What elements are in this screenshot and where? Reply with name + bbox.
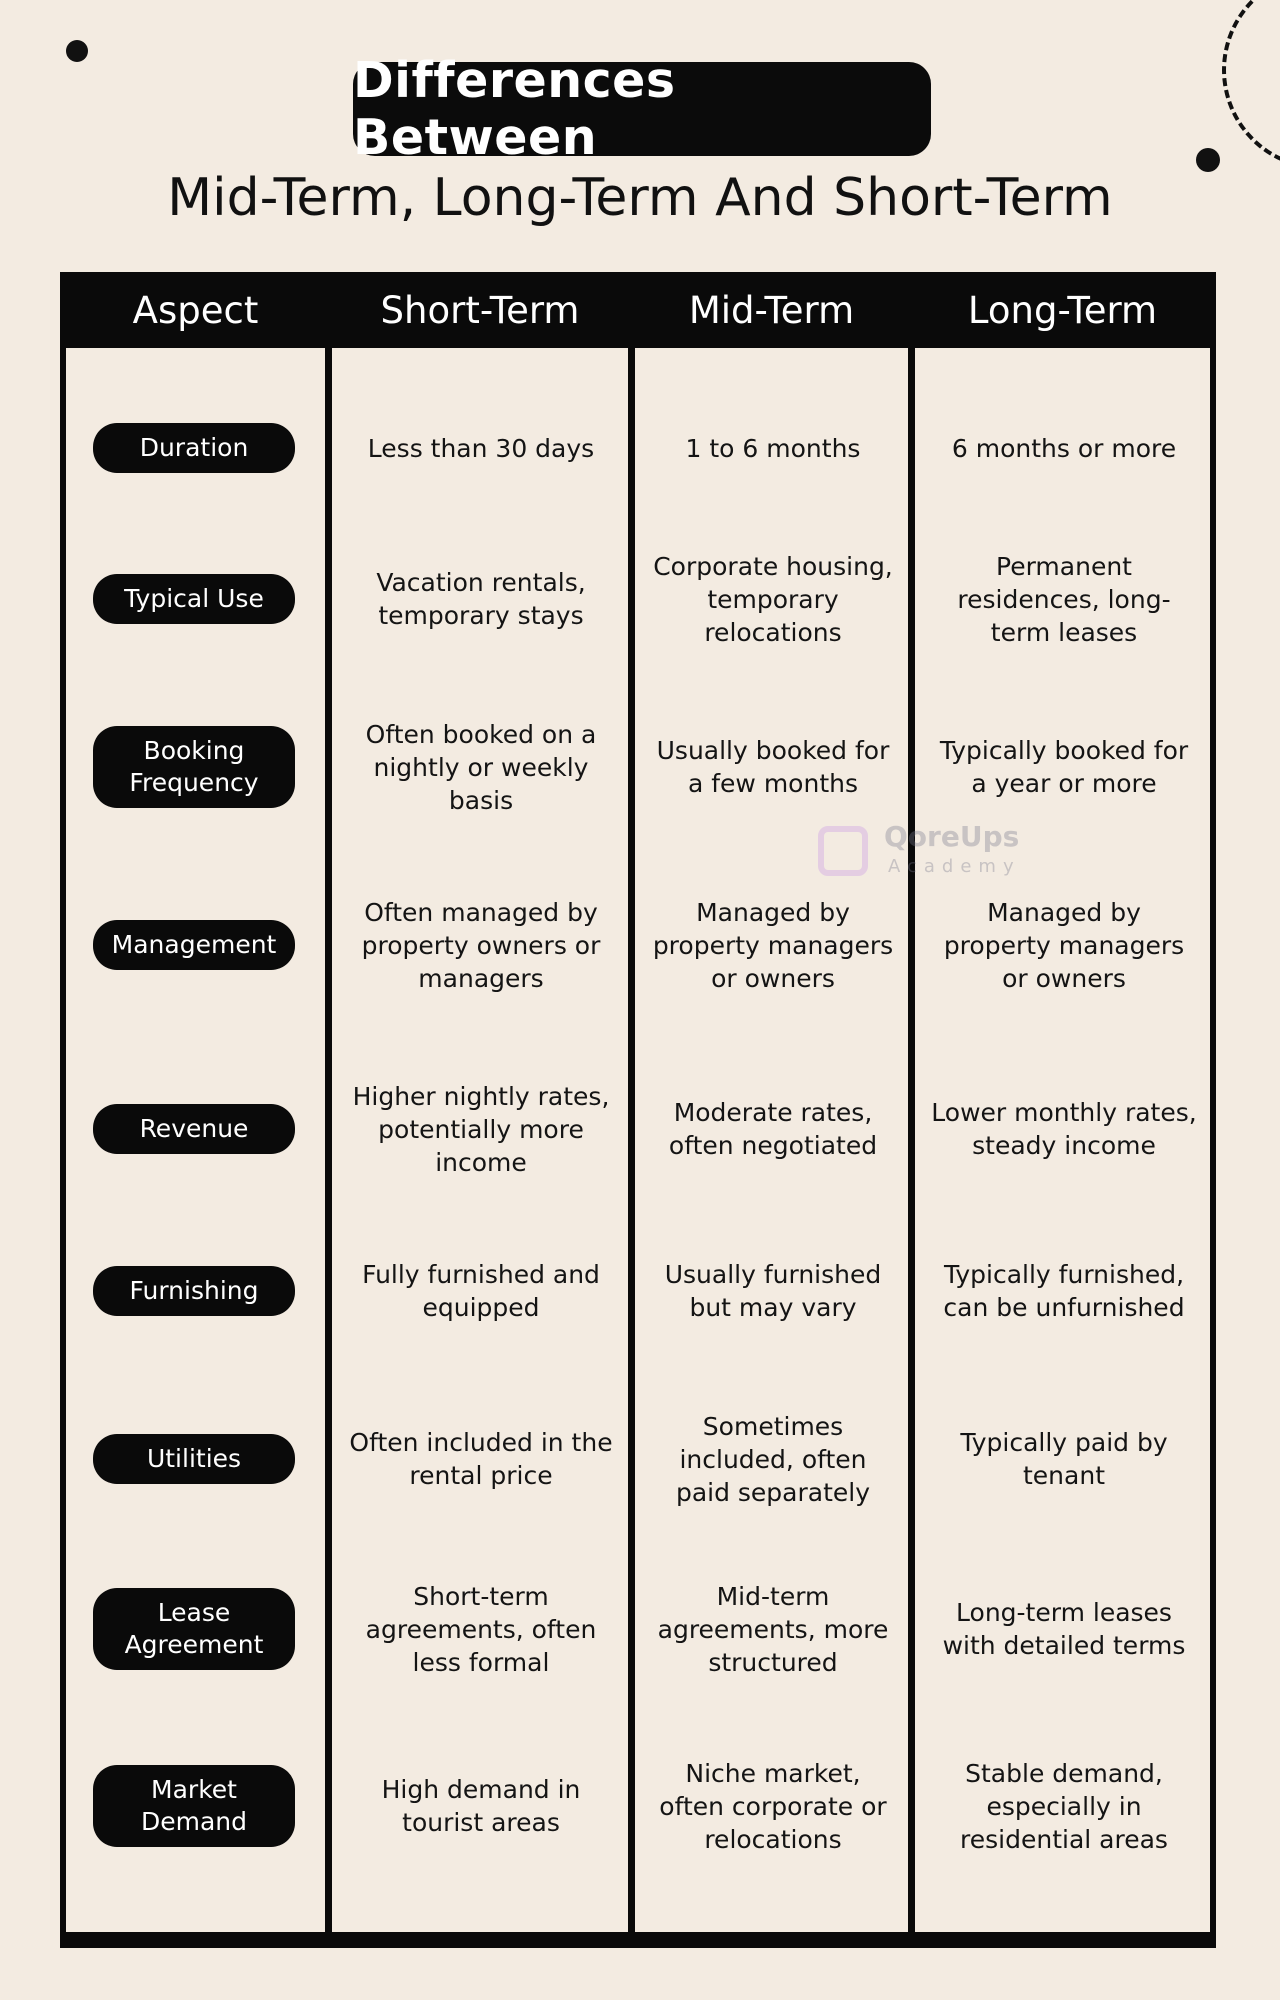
aspect-label: Duration <box>93 423 295 473</box>
cell-mid-term: Niche market, often corporate or relocations <box>659 1758 887 1854</box>
decorative-dot <box>66 40 88 62</box>
column-divider <box>908 272 915 1948</box>
cell-long-term: 6 months or more <box>951 433 1177 463</box>
column-divider <box>325 272 332 1948</box>
aspect-label: Typical Use <box>93 574 295 624</box>
cell-short-term: Fully furnished and equipped <box>362 1260 600 1322</box>
watermark-subtitle: Academy <box>888 856 1021 877</box>
column-header-long-term: Long-Term <box>967 288 1158 332</box>
watermark-name: QoreUps <box>884 820 1020 853</box>
page-subtitle: Mid-Term, Long-Term And Short-Term <box>167 168 1113 228</box>
cell-long-term: Stable demand, especially in residential areas <box>960 1758 1168 1854</box>
cell-long-term: Typically booked for a year or more <box>939 736 1189 798</box>
cell-short-term: Often booked on a nightly or weekly basis <box>365 719 597 815</box>
aspect-label: Lease Agreement <box>93 1588 295 1670</box>
cell-short-term: Often managed by property owners or managers <box>361 897 601 993</box>
cell-short-term: Short-term agreements, often less formal <box>365 1581 597 1677</box>
cell-short-term: Higher nightly rates, potentially more income <box>352 1081 610 1177</box>
cell-mid-term: 1 to 6 months <box>685 433 861 463</box>
cell-short-term: High demand in tourist areas <box>381 1775 581 1837</box>
aspect-label: Revenue <box>93 1104 295 1154</box>
column-header-aspect: Aspect <box>132 288 259 332</box>
cell-mid-term: Moderate rates, often negotiated <box>668 1098 878 1160</box>
cell-mid-term: Sometimes included, often paid separately <box>675 1411 871 1507</box>
cell-mid-term: Managed by property managers or owners <box>652 897 894 993</box>
cell-long-term: Typically furnished, can be unfurnished <box>943 1260 1185 1322</box>
cell-long-term: Lower monthly rates, steady income <box>931 1098 1197 1160</box>
cell-short-term: Less than 30 days <box>367 433 595 463</box>
page-title: Differences Between <box>353 62 931 156</box>
aspect-label: Market Demand <box>93 1765 295 1847</box>
cell-long-term: Long-term leases with detailed terms <box>942 1598 1186 1660</box>
aspect-label: Management <box>93 920 295 970</box>
cell-long-term: Typically paid by tenant <box>960 1428 1168 1490</box>
cell-short-term: Vacation rentals, temporary stays <box>376 568 586 630</box>
watermark-logo <box>818 820 1021 884</box>
cell-mid-term: Corporate housing, temporary relocations <box>653 551 893 647</box>
cell-mid-term: Usually furnished but may vary <box>664 1260 882 1322</box>
aspect-label: Booking Frequency <box>93 726 295 808</box>
cell-short-term: Often included in the rental price <box>349 1428 613 1490</box>
decorative-dashed-arc <box>1222 0 1280 170</box>
cell-long-term: Permanent residences, long-term leases <box>957 551 1171 647</box>
cell-mid-term: Mid-term agreements, more structured <box>657 1581 889 1677</box>
cell-long-term: Managed by property managers or owners <box>943 897 1185 993</box>
column-header-mid-term: Mid-Term <box>688 288 855 332</box>
qoreups-logo-icon <box>818 826 868 876</box>
column-header-short-term: Short-Term <box>380 288 580 332</box>
cell-mid-term: Usually booked for a few months <box>656 736 890 798</box>
aspect-label: Utilities <box>93 1434 295 1484</box>
column-divider <box>628 272 635 1948</box>
aspect-label: Furnishing <box>93 1266 295 1316</box>
